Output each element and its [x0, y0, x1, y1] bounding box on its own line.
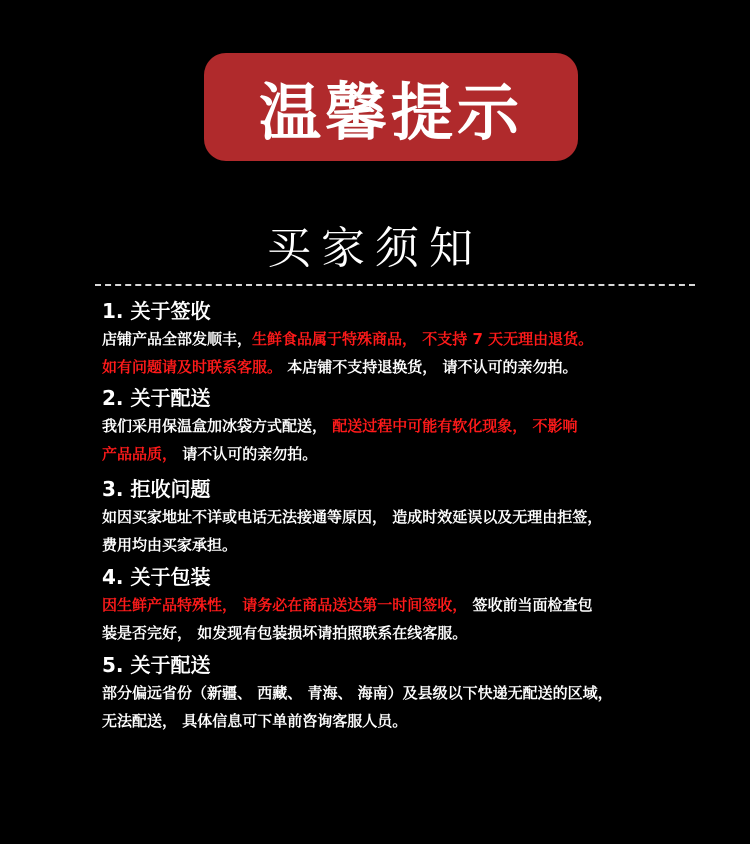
line-segment-highlight: 因生鲜产品特殊性， 请务必在商品送达第一时间签收， — [102, 596, 468, 614]
line-segment: 费用均由买家承担。 — [102, 536, 238, 554]
section-title: 4. 关于包装 — [102, 565, 211, 589]
line-segment: 店铺产品全部发顺丰， — [102, 330, 253, 348]
section-title: 3. 拒收问题 — [102, 477, 211, 501]
line-segment-highlight: 配送过程中可能有软化现象， 不影响 — [332, 417, 578, 435]
line-segment: 如因买家地址不详或电话无法接通等原因， 造成时效延误以及无理由拒签， — [102, 508, 603, 526]
line-segment: 本店铺不支持退换货， 请不认可的亲勿拍。 — [282, 358, 578, 376]
line-segment-highlight: 产品品质， — [102, 445, 178, 463]
section-line — [102, 679, 712, 707]
section-delivery — [102, 384, 712, 468]
line-segment-highlight: 如有问题请及时联系客服。 — [102, 358, 283, 376]
section-line — [102, 707, 712, 735]
line-segment: 请不认可的亲勿拍。 — [177, 445, 318, 463]
section-title: 1. 关于签收 — [102, 299, 211, 323]
section-signing — [102, 297, 712, 381]
section-title: 2. 关于配送 — [102, 386, 211, 410]
section-line — [102, 619, 712, 647]
line-segment: 部分偏远省份（新疆、 西藏、 青海、 海南）及县级以下快递无配送的区域， — [102, 684, 613, 702]
line-segment-highlight: 生鲜食品属于特殊商品， 不支持 7 天无理由退货。 — [252, 330, 594, 348]
page-subtitle: 买家须知 — [267, 223, 483, 274]
section-rejection — [102, 475, 712, 559]
title-banner — [204, 53, 578, 161]
section-remote-delivery — [102, 651, 712, 735]
section-line — [102, 531, 712, 559]
section-line — [102, 353, 712, 381]
dashed-divider — [95, 284, 695, 286]
section-line — [102, 440, 712, 468]
section-line — [102, 412, 712, 440]
line-segment: 签收前当面检查包 — [467, 596, 593, 614]
line-segment: 装是否完好， 如发现有包装损坏请拍照联系在线客服。 — [102, 624, 468, 642]
page-title: 温馨提示 — [258, 75, 523, 149]
section-title: 5. 关于配送 — [102, 653, 211, 677]
section-line — [102, 325, 712, 353]
section-line — [102, 503, 712, 531]
section-packaging — [102, 563, 712, 647]
line-segment: 无法配送， 具体信息可下单前咨询客服人员。 — [102, 712, 408, 730]
line-segment: 我们采用保温盒加冰袋方式配送， — [102, 417, 333, 435]
section-line — [102, 591, 712, 619]
